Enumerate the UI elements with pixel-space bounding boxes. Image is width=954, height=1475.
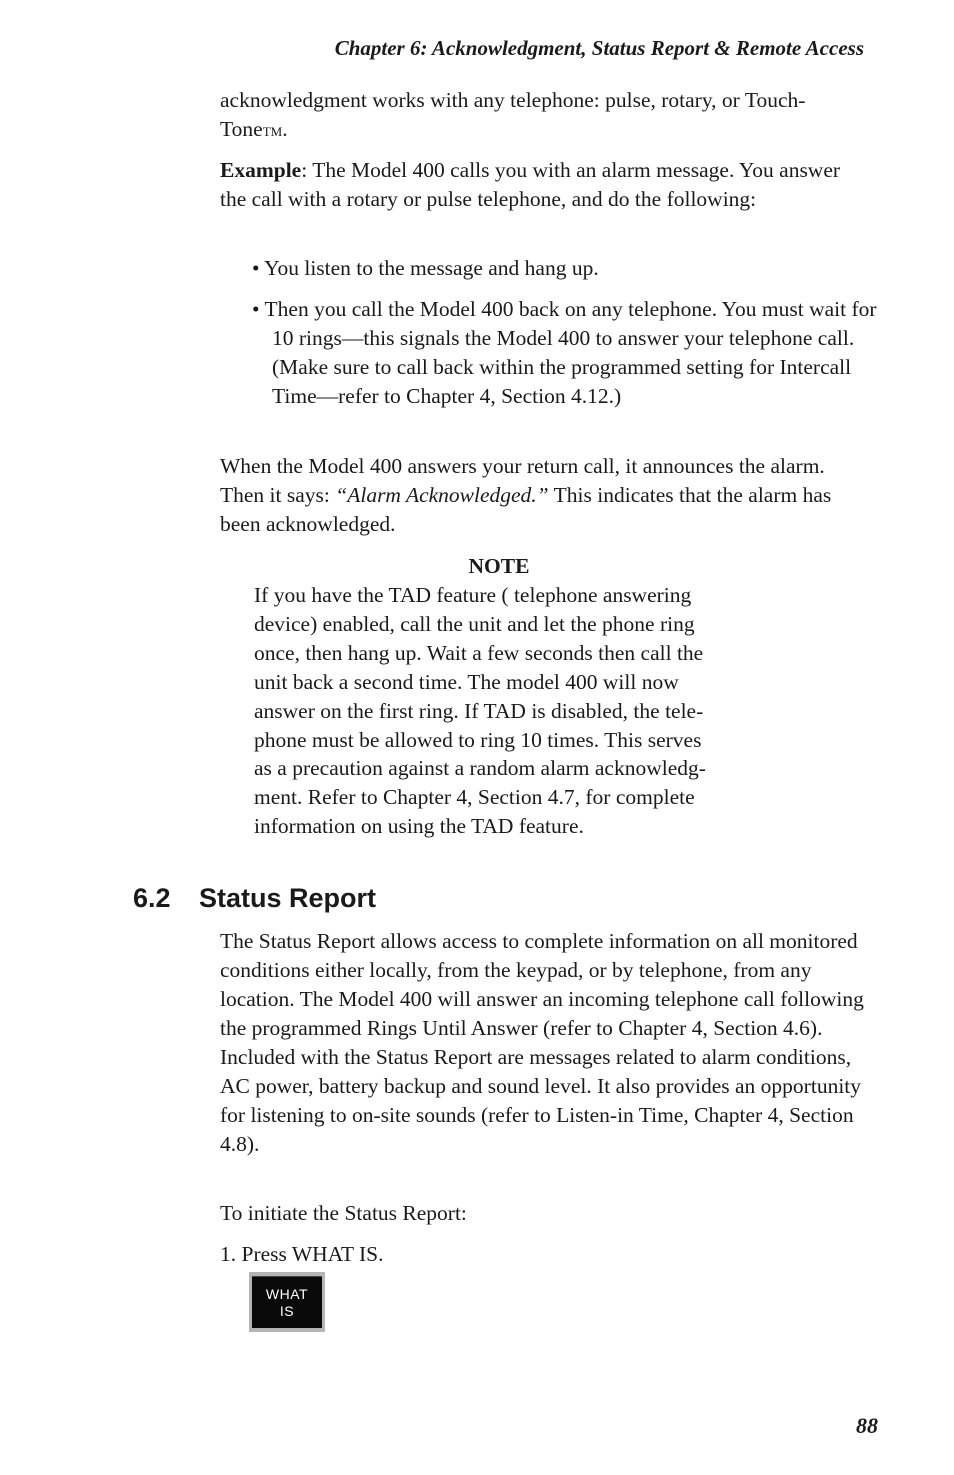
initiate-text: To initiate the Status Report: [220, 1201, 467, 1225]
section-title: Status Report [199, 883, 377, 913]
note-line: phone must be allowed to ring 10 times. This serves [254, 727, 702, 752]
example-label: Example [220, 158, 302, 182]
example-paragraph [220, 156, 868, 214]
section-heading [133, 880, 376, 916]
note-body [254, 581, 794, 841]
answer-paragraph [220, 452, 868, 539]
key-label-line2: IS [279, 1302, 295, 1319]
note-line: device) enabled, call the unit and let the phone ring [254, 611, 695, 636]
note-title: NOTE [468, 554, 530, 578]
bullet-item: • Then you call the Model 400 back on any telephone. You must wait for 10 rings—this signals the Model 400 to answer your telephone call. (Make sure to call back within the programmed setting for Intercall Time—refer to Chapter 4, Section 4.12.) [252, 297, 877, 408]
note-line: as a precaution against a random alarm acknowledg- [254, 756, 706, 781]
note-line: If you have the TAD feature ( telephone answering [254, 583, 692, 607]
answer-text-before: When the Model 400 answers your return call, it announces the alarm. Then it says: [220, 454, 825, 507]
answer-text-after: This indicates that the alarm has been acknowledged. [220, 483, 832, 536]
page-number: 88 [856, 1413, 878, 1438]
step-1-text: 1. Press WHAT IS. [220, 1242, 384, 1266]
key-label-line1: WHAT [265, 1285, 309, 1302]
key-face [252, 1276, 322, 1328]
note-line: unit back a second time. The model 400 will now [254, 669, 679, 694]
trademark-symbol: TM [262, 124, 283, 139]
section-number: 6.2 [133, 883, 171, 913]
note-line: information on using the TAD feature. [254, 814, 584, 839]
answer-quote: “Alarm Acknowledged.” [335, 483, 549, 507]
intro-period: . [282, 117, 288, 141]
note-line: ment. Refer to Chapter 4, Section 4.7, for complete [254, 785, 695, 810]
bullet-item: • You listen to the message and hang up. [252, 256, 599, 280]
status-report-paragraph: The Status Report allows access to complete information on all monitored conditions either locally, from the keypad, or by telephone, from any location. The Model 400 will answer an incoming telephone call following the programmed Rings Until Answer (refer to Chapter 4, Section 4.6). Included with the Status Report are messages related to alarm conditions, AC power, battery backup and sound level. It also provides an opportunity for listening to on-site sounds (refer to Listen-in Time, Chapter 4, Section 4.8). [220, 929, 864, 1156]
note-line: answer on the first ring. If TAD is disabled, the tele- [254, 698, 704, 723]
note-line: once, then hang up. Wait a few seconds then call the [254, 640, 704, 665]
intro-paragraph [220, 86, 868, 146]
what-is-key-icon [249, 1272, 325, 1332]
chapter-header: Chapter 6: Acknowledgment, Status Report & Remote Access [334, 36, 864, 60]
intro-text: acknowledgment works with any telephone: pulse, rotary, or Touch-Tone [220, 88, 806, 141]
example-text: : The Model 400 calls you with an alarm message. You answer the call with a rotary or pulse telephone, and do the following: [220, 158, 841, 211]
